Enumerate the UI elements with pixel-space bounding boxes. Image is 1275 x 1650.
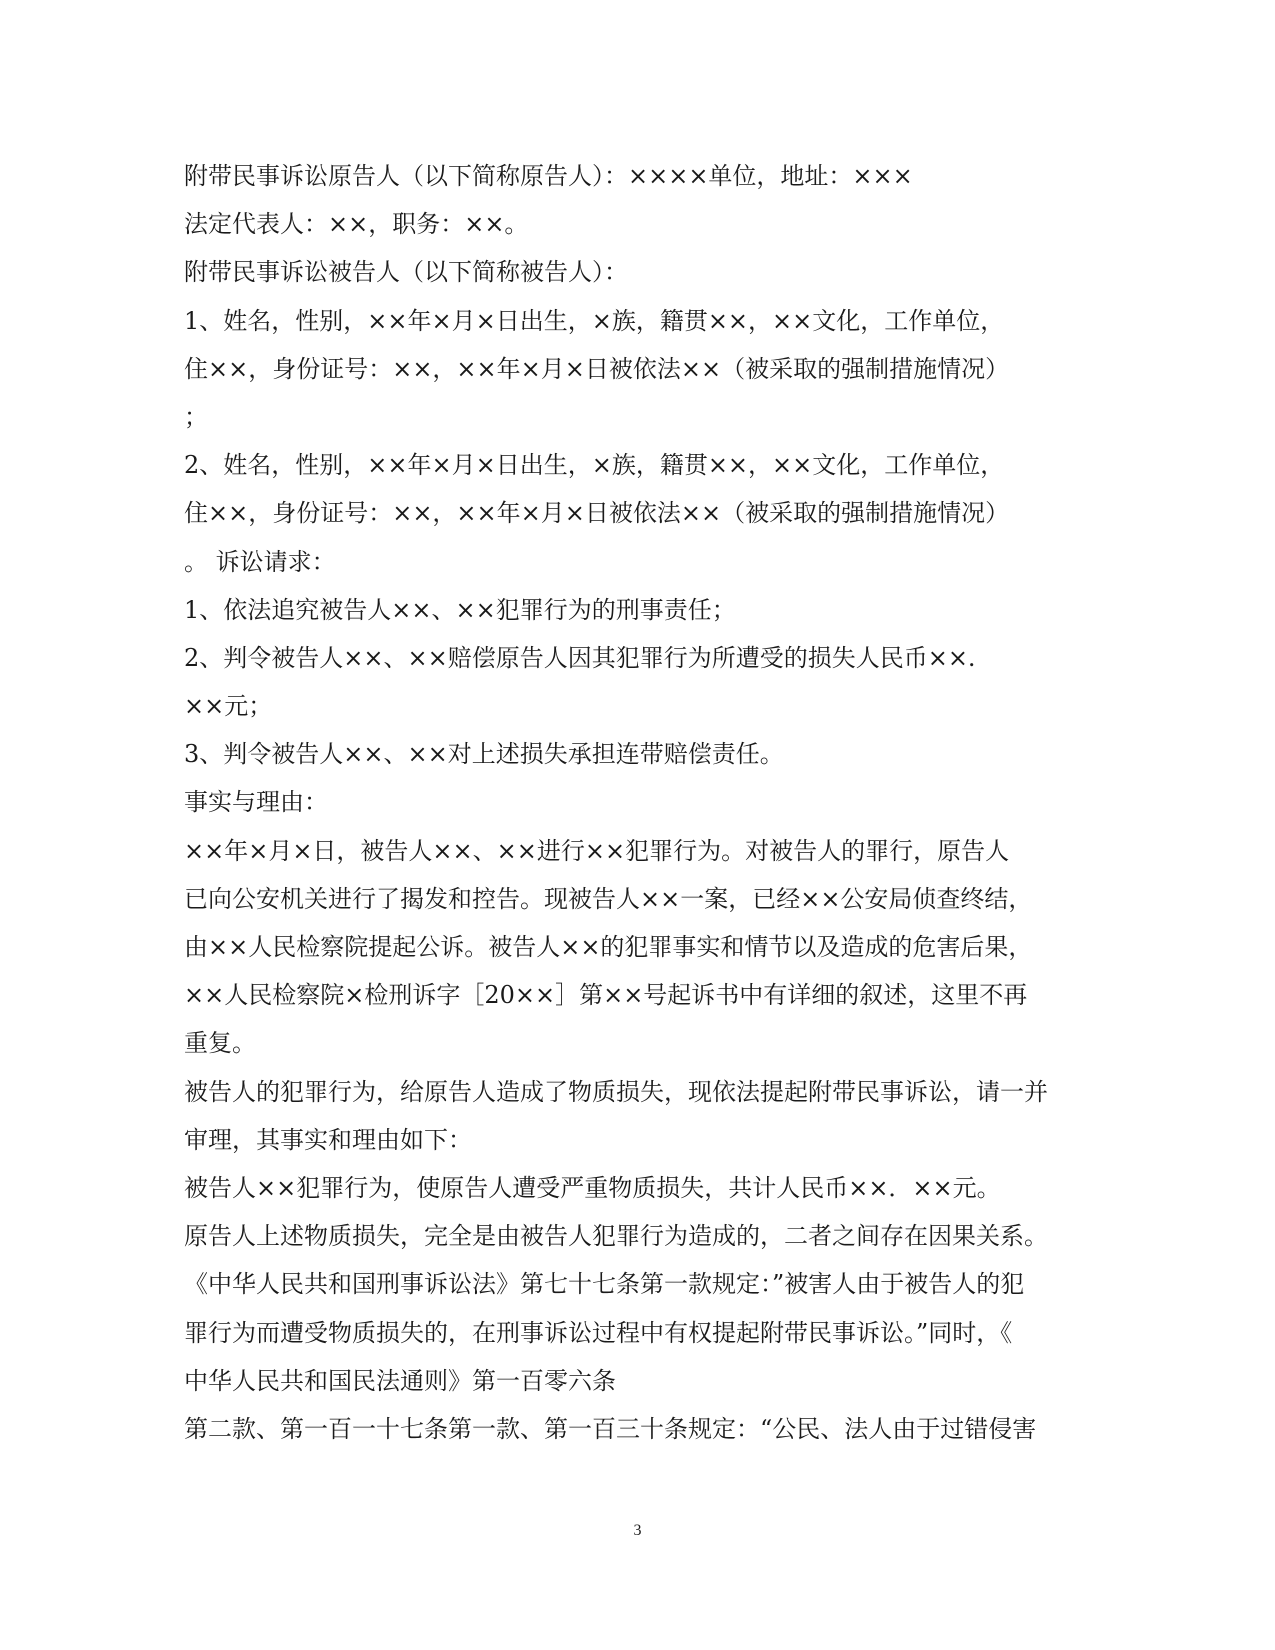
text-line: 原告人上述物质损失，完全是由被告人犯罪行为造成的，二者之间存在因果关系。 <box>184 1222 1048 1251</box>
text-line: 2、姓名，性别，××年×月×日出生，×族，籍贯××，××文化，工作单位， <box>184 451 1005 480</box>
page-number: 3 <box>633 1522 642 1539</box>
text-line: 事实与理由： <box>184 788 328 817</box>
text-line: 1、依法追究被告人××、××犯罪行为的刑事责任； <box>184 595 736 624</box>
text-line: 被告人××犯罪行为，使原告人遭受严重物质损失，共计人民币××．××元。 <box>184 1173 1001 1202</box>
text-line: ××元； <box>184 692 273 721</box>
text-line: 审理，其事实和理由如下： <box>184 1125 472 1154</box>
text-line: 已向公安机关进行了揭发和控告。现被告人××一案，已经××公安局侦查终结， <box>184 884 1033 913</box>
text-line: 由××人民检察院提起公诉。被告人××的犯罪事实和情节以及造成的危害后果， <box>184 933 1033 961</box>
text-line: 2、判令被告人××、××赔偿原告人因其犯罪行为所遭受的损失人民币××. <box>184 643 976 672</box>
text-line: ； <box>184 402 208 431</box>
text-line: 罪行为而遭受物质损失的，在刑事诉讼过程中有权提起附带民事诉讼。”同时，《 <box>184 1318 1013 1347</box>
text-line: ××年×月×日，被告人××、××进行××犯罪行为。对被告人的罪行，原告人 <box>184 836 1010 865</box>
text-line: ××人民检察院×检刑诉字［20××］第××号起诉书中有详细的叙述，这里不再 <box>184 981 1028 1010</box>
text-line: 3、判令被告人××、××对上述损失承担连带赔偿责任。 <box>184 740 784 769</box>
text-line: 中华人民共和国民法通则》第一百零六条 <box>184 1366 616 1395</box>
text-line: 1、姓名，性别，××年×月×日出生，×族，籍贯××，××文化，工作单位， <box>184 306 1005 335</box>
text-line: 法定代表人：××，职务：××。 <box>184 210 529 239</box>
document-body <box>184 152 1084 1453</box>
text-line: 。 诉讼请求： <box>184 547 336 576</box>
text-line: 重复。 <box>184 1029 256 1058</box>
text-line: 被告人的犯罪行为，给原告人造成了物质损失，现依法提起附带民事诉讼，请一并 <box>184 1077 1048 1106</box>
text-line: 住××，身份证号：××，××年×月×日被依法××（被采取的强制措施情况） <box>184 499 1010 528</box>
text-line: 附带民事诉讼原告人（以下简称原告人）：××××单位，地址：××× <box>184 162 913 190</box>
text-line: 附带民事诉讼被告人（以下简称被告人）： <box>184 258 628 287</box>
text-line: 第二款、第一百一十七条第一款、第一百三十条规定：“公民、法人由于过错侵害 <box>184 1414 1037 1443</box>
text-line: 《中华人民共和国刑事诉讼法》第七十七条第一款规定：”被害人由于被告人的犯 <box>184 1270 1025 1299</box>
text-line: 住××，身份证号：××，××年×月×日被依法××（被采取的强制措施情况） <box>184 354 1010 383</box>
